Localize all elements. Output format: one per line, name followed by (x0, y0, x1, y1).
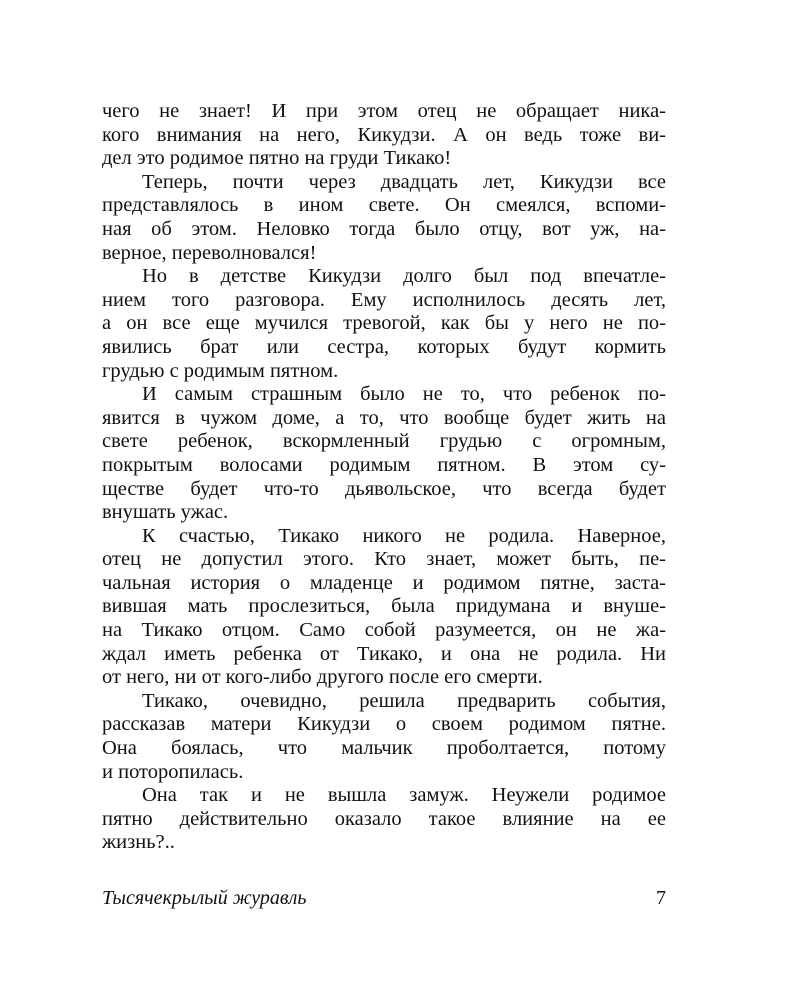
text-line: чего не знает! И при этом отец не обращает ника- (102, 100, 666, 122)
text-line: а он все еще мучился тревогой, как бы у него не по- (102, 312, 666, 335)
body-text (102, 100, 666, 855)
text-line: нием того разговора. Ему исполнилось десять лет, (102, 288, 666, 311)
text-line: свете ребенок, вскормленный грудью с огромным, (102, 430, 666, 453)
text-line: вившая мать прослезиться, была придумана и внуше- (102, 595, 666, 618)
text-line: внушать ужас. (102, 501, 229, 524)
running-footer-title: Тысячекрылый журавль (102, 887, 307, 909)
text-line: представлялось в ином свете. Он смеялся, вспоми- (102, 194, 666, 217)
text-line: верное, переволновался! (102, 241, 317, 264)
text-line: Теперь, почти через двадцать лет, Кикудзи все (142, 170, 666, 193)
text-line: отец не допустил этого. Кто знает, может быть, пе- (102, 548, 666, 571)
paragraph (102, 100, 666, 171)
text-line: Но в детстве Кикудзи долго был под впечатле- (142, 265, 666, 288)
text-line: ная об этом. Неловко тогда было отцу, вот уж, на- (102, 217, 666, 240)
text-line: пятно действительно оказало такое влияние на ее (102, 807, 666, 830)
paragraph (102, 265, 666, 383)
paragraph (102, 784, 666, 855)
text-line: явились брат или сестра, которых будут кормить (102, 335, 666, 358)
text-line: чальная история о младенце и родимом пятне, заста- (102, 571, 666, 594)
text-line: от него, ни от кого-либо другого после его смерти. (102, 666, 543, 689)
paragraph (102, 525, 666, 690)
page-number: 7 (656, 887, 666, 909)
text-line: грудью с родимым пятном. (102, 359, 339, 382)
text-line: рассказав матери Кикудзи о своем родимом пятне. (102, 713, 666, 736)
text-line: Она боялась, что мальчик проболтается, потому (102, 737, 666, 760)
text-line: жизнь?.. (102, 831, 175, 854)
text-line: явится в чужом доме, а то, что вообще будет жить на (102, 406, 666, 429)
text-line: покрытым волосами родимым пятном. В этом су- (102, 453, 666, 476)
text-line: на Тикако отцом. Само собой разумеется, он не жа- (102, 619, 666, 642)
text-line: кого внимания на него, Кикудзи. А он ведь тоже ви- (102, 123, 666, 146)
text-line: К счастью, Тикако никого не родила. Наверное, (142, 524, 666, 547)
text-line: дел это родимое пятно на груди Тикако! (102, 147, 452, 170)
text-line: Она так и не вышла замуж. Неужели родимое (142, 784, 666, 807)
text-line: ждал иметь ребенка от Тикако, и она не родила. Ни (102, 642, 666, 665)
text-line: и поторопилась. (102, 760, 244, 783)
text-line: ществе будет что-то дьявольское, что всегда будет (102, 477, 666, 500)
paragraph (102, 690, 666, 784)
text-line: Тикако, очевидно, решила предварить события, (142, 689, 666, 712)
paragraph (102, 171, 666, 265)
text-line: И самым страшным было не то, что ребенок по- (142, 383, 666, 406)
paragraph (102, 383, 666, 525)
